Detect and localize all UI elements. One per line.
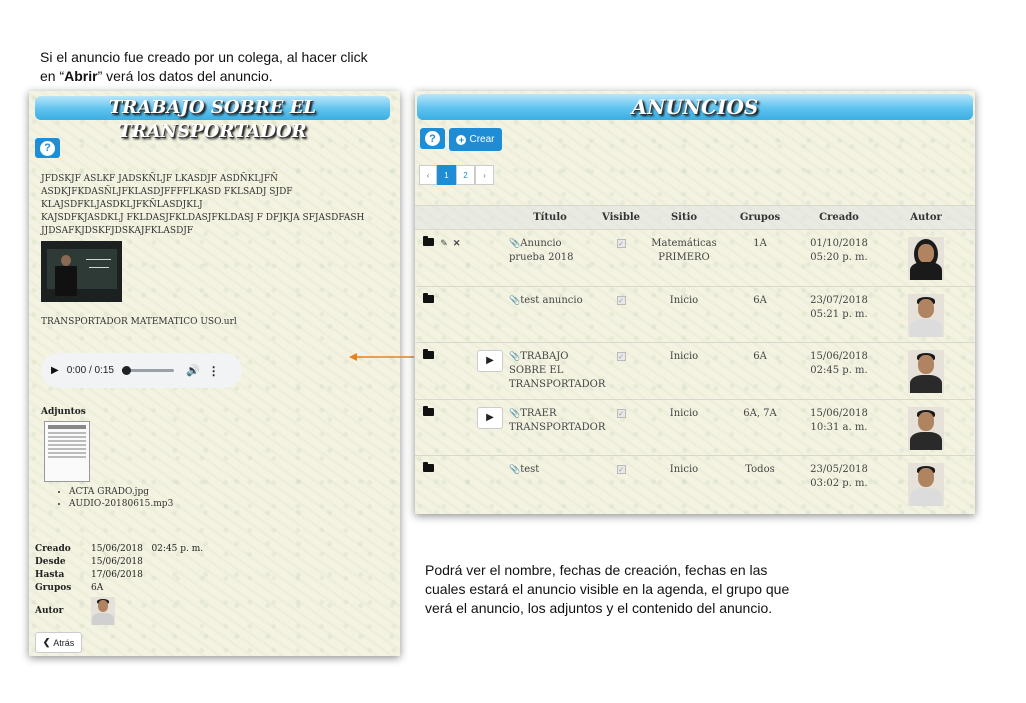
col-title[interactable]: Título: [533, 212, 567, 223]
bottom-caption: Podrá ver el nombre, fechas de creación, fechas en las cuales estará el anuncio visible en la agenda, el grupo que verá el anuncio, los adjuntos y el contenido del anuncio.: [425, 562, 790, 616]
play-icon: ▶: [486, 411, 494, 423]
plus-circle-icon: +: [456, 135, 466, 145]
attachments-heading: Adjuntos: [41, 407, 86, 417]
from-value: 15/06/2018: [91, 557, 143, 567]
row-title: test anuncio: [520, 294, 583, 306]
row-created: 15/06/2018 02:45 p. m.: [810, 351, 868, 376]
table-header: [415, 206, 975, 230]
author-avatar: [91, 597, 115, 625]
row-title: TRAER TRANSPORTADOR: [509, 407, 606, 433]
prev-page-button[interactable]: ‹: [419, 165, 437, 185]
attachment-item[interactable]: • ACTA GRADO.jpg: [69, 486, 173, 498]
groups-value: 6A: [91, 583, 104, 593]
paperclip-icon: 📎: [509, 465, 521, 475]
play-button[interactable]: [477, 407, 503, 429]
pencil-icon[interactable]: ✎: [440, 239, 448, 249]
row-title: test: [520, 464, 540, 475]
announcement-detail-panel: [29, 91, 400, 656]
paperclip-icon: 📎: [509, 408, 521, 419]
author-avatar: [908, 463, 944, 506]
attachment-link-url[interactable]: TRANSPORTADOR MATEMATICO USO.url: [41, 317, 237, 327]
row-groups: 6A: [753, 294, 767, 306]
row-groups: 1A: [753, 238, 767, 249]
list-title-banner: [417, 94, 973, 120]
visible-checkbox: ✓: [618, 353, 624, 361]
folder-open-icon[interactable]: [423, 408, 434, 416]
author-avatar: [908, 294, 944, 337]
audio-time: 0:00 / 0:15: [66, 365, 114, 376]
paperclip-icon: 📎: [509, 352, 521, 362]
back-button[interactable]: ❮ Atrás: [35, 632, 82, 653]
author-avatar: [908, 407, 944, 450]
col-groups[interactable]: Grupos: [739, 212, 781, 223]
col-created[interactable]: Creado: [819, 212, 859, 223]
audio-player: [41, 353, 242, 388]
video-thumbnail[interactable]: [41, 241, 122, 302]
visible-checkbox: ✓: [618, 466, 624, 474]
folder-open-icon[interactable]: [423, 295, 434, 303]
row-site: Inicio: [669, 464, 699, 475]
table-row: [415, 399, 975, 456]
help-button[interactable]: [420, 128, 445, 149]
announcements-table: [415, 205, 975, 512]
top-caption: [40, 48, 368, 86]
paperclip-icon: 📎: [509, 295, 521, 306]
row-site: Inicio: [669, 351, 699, 362]
row-groups: Todos: [745, 464, 775, 475]
top-caption-line1: Si el anuncio fue creado por un colega, al hacer click: [40, 49, 368, 65]
play-icon: ▶: [486, 355, 494, 366]
seek-handle[interactable]: [122, 366, 131, 375]
audio-seekbar[interactable]: [122, 369, 174, 372]
visible-checkbox: ✓: [618, 409, 624, 418]
row-site: Matemáticas PRIMERO: [651, 238, 717, 263]
attachment-thumbnail[interactable]: [44, 421, 90, 482]
more-options-icon[interactable]: ⋮: [207, 363, 220, 378]
author-avatar: [908, 237, 944, 280]
page-1-button[interactable]: 1: [437, 165, 456, 185]
visible-checkbox: ✓: [618, 240, 624, 248]
play-button[interactable]: [477, 350, 503, 372]
row-title: Anuncio prueba 2018: [509, 238, 574, 263]
col-site[interactable]: Sitio: [670, 212, 698, 223]
pagination: [419, 165, 494, 185]
col-visible[interactable]: Visible: [602, 212, 640, 223]
meta-block: Creado 15/06/2018 02:45 p. m. Desde 15/06/2018 Hasta 17/06/2018 Grupos 6A Autor: [35, 543, 203, 625]
row-title: TRABAJO SOBRE EL TRANSPORTADOR: [509, 351, 606, 390]
table-row: [415, 230, 975, 287]
row-created: 15/06/2018 10:31 a. m.: [810, 407, 868, 433]
row-site: Inicio: [669, 294, 699, 306]
table-row: [415, 343, 975, 400]
next-page-button[interactable]: ›: [475, 165, 494, 185]
announcements-list-panel: [415, 91, 975, 514]
question-icon: ?: [40, 141, 55, 156]
chevron-left-icon: ❮: [42, 637, 51, 647]
detail-title-banner: [35, 96, 390, 142]
create-button[interactable]: + Crear: [449, 128, 502, 151]
table-row: [415, 456, 975, 513]
col-author[interactable]: Autor: [910, 212, 942, 223]
to-value: 17/06/2018: [91, 570, 143, 580]
help-button[interactable]: [35, 138, 60, 158]
play-icon[interactable]: ▶: [51, 365, 59, 376]
visible-checkbox: ✓: [618, 296, 624, 305]
row-created: 23/07/2018 05:21 p. m.: [810, 294, 868, 320]
page-2-button[interactable]: 2: [456, 165, 475, 185]
question-icon: ?: [425, 131, 440, 146]
row-created: 23/05/2018 03:02 p. m.: [810, 464, 868, 489]
row-site: Inicio: [669, 407, 699, 419]
paperclip-icon: 📎: [509, 239, 521, 249]
author-avatar: [908, 350, 944, 393]
abrir-keyword: Abrir: [64, 68, 98, 84]
top-caption-line2: en “Abrir” verá los datos del anuncio.: [40, 68, 273, 84]
detail-body: JFDSKJF ASLKF JADSKÑLJF LKASDJF ASDÑKLJFÑ ASDKJFKDASÑLJFKLASDJFFFFLKASD FKLSADJ SJDF KLAJSDFKLJASDKLJFKÑLASDJKLJ KAJSDFKJASDKLJ FKLDASJFKLDASJFKLDASJ F DFJKJA SFJASDFASH JJDSAFKJDSKFJDSKAJFKLASDJF: [41, 174, 365, 236]
close-icon[interactable]: ✕: [452, 239, 461, 249]
folder-open-icon[interactable]: [423, 464, 434, 472]
row-created: 01/10/2018 05:20 p. m.: [810, 238, 868, 263]
attachments-list: [69, 486, 173, 510]
attachment-item[interactable]: • AUDIO-20180615.mp3: [69, 498, 173, 510]
row-groups: 6A: [753, 351, 767, 362]
row-groups: 6A, 7A: [743, 407, 777, 419]
folder-open-icon[interactable]: [423, 351, 434, 359]
folder-open-icon[interactable]: [423, 238, 434, 246]
created-value: 15/06/2018 02:45 p. m.: [91, 544, 204, 554]
list-title: ANUNCIOS: [631, 95, 759, 119]
table-row: [415, 286, 975, 343]
detail-title: TRABAJO SOBRE EL TRANSPORTADOR: [108, 97, 317, 142]
volume-icon[interactable]: 🔊: [185, 365, 200, 377]
